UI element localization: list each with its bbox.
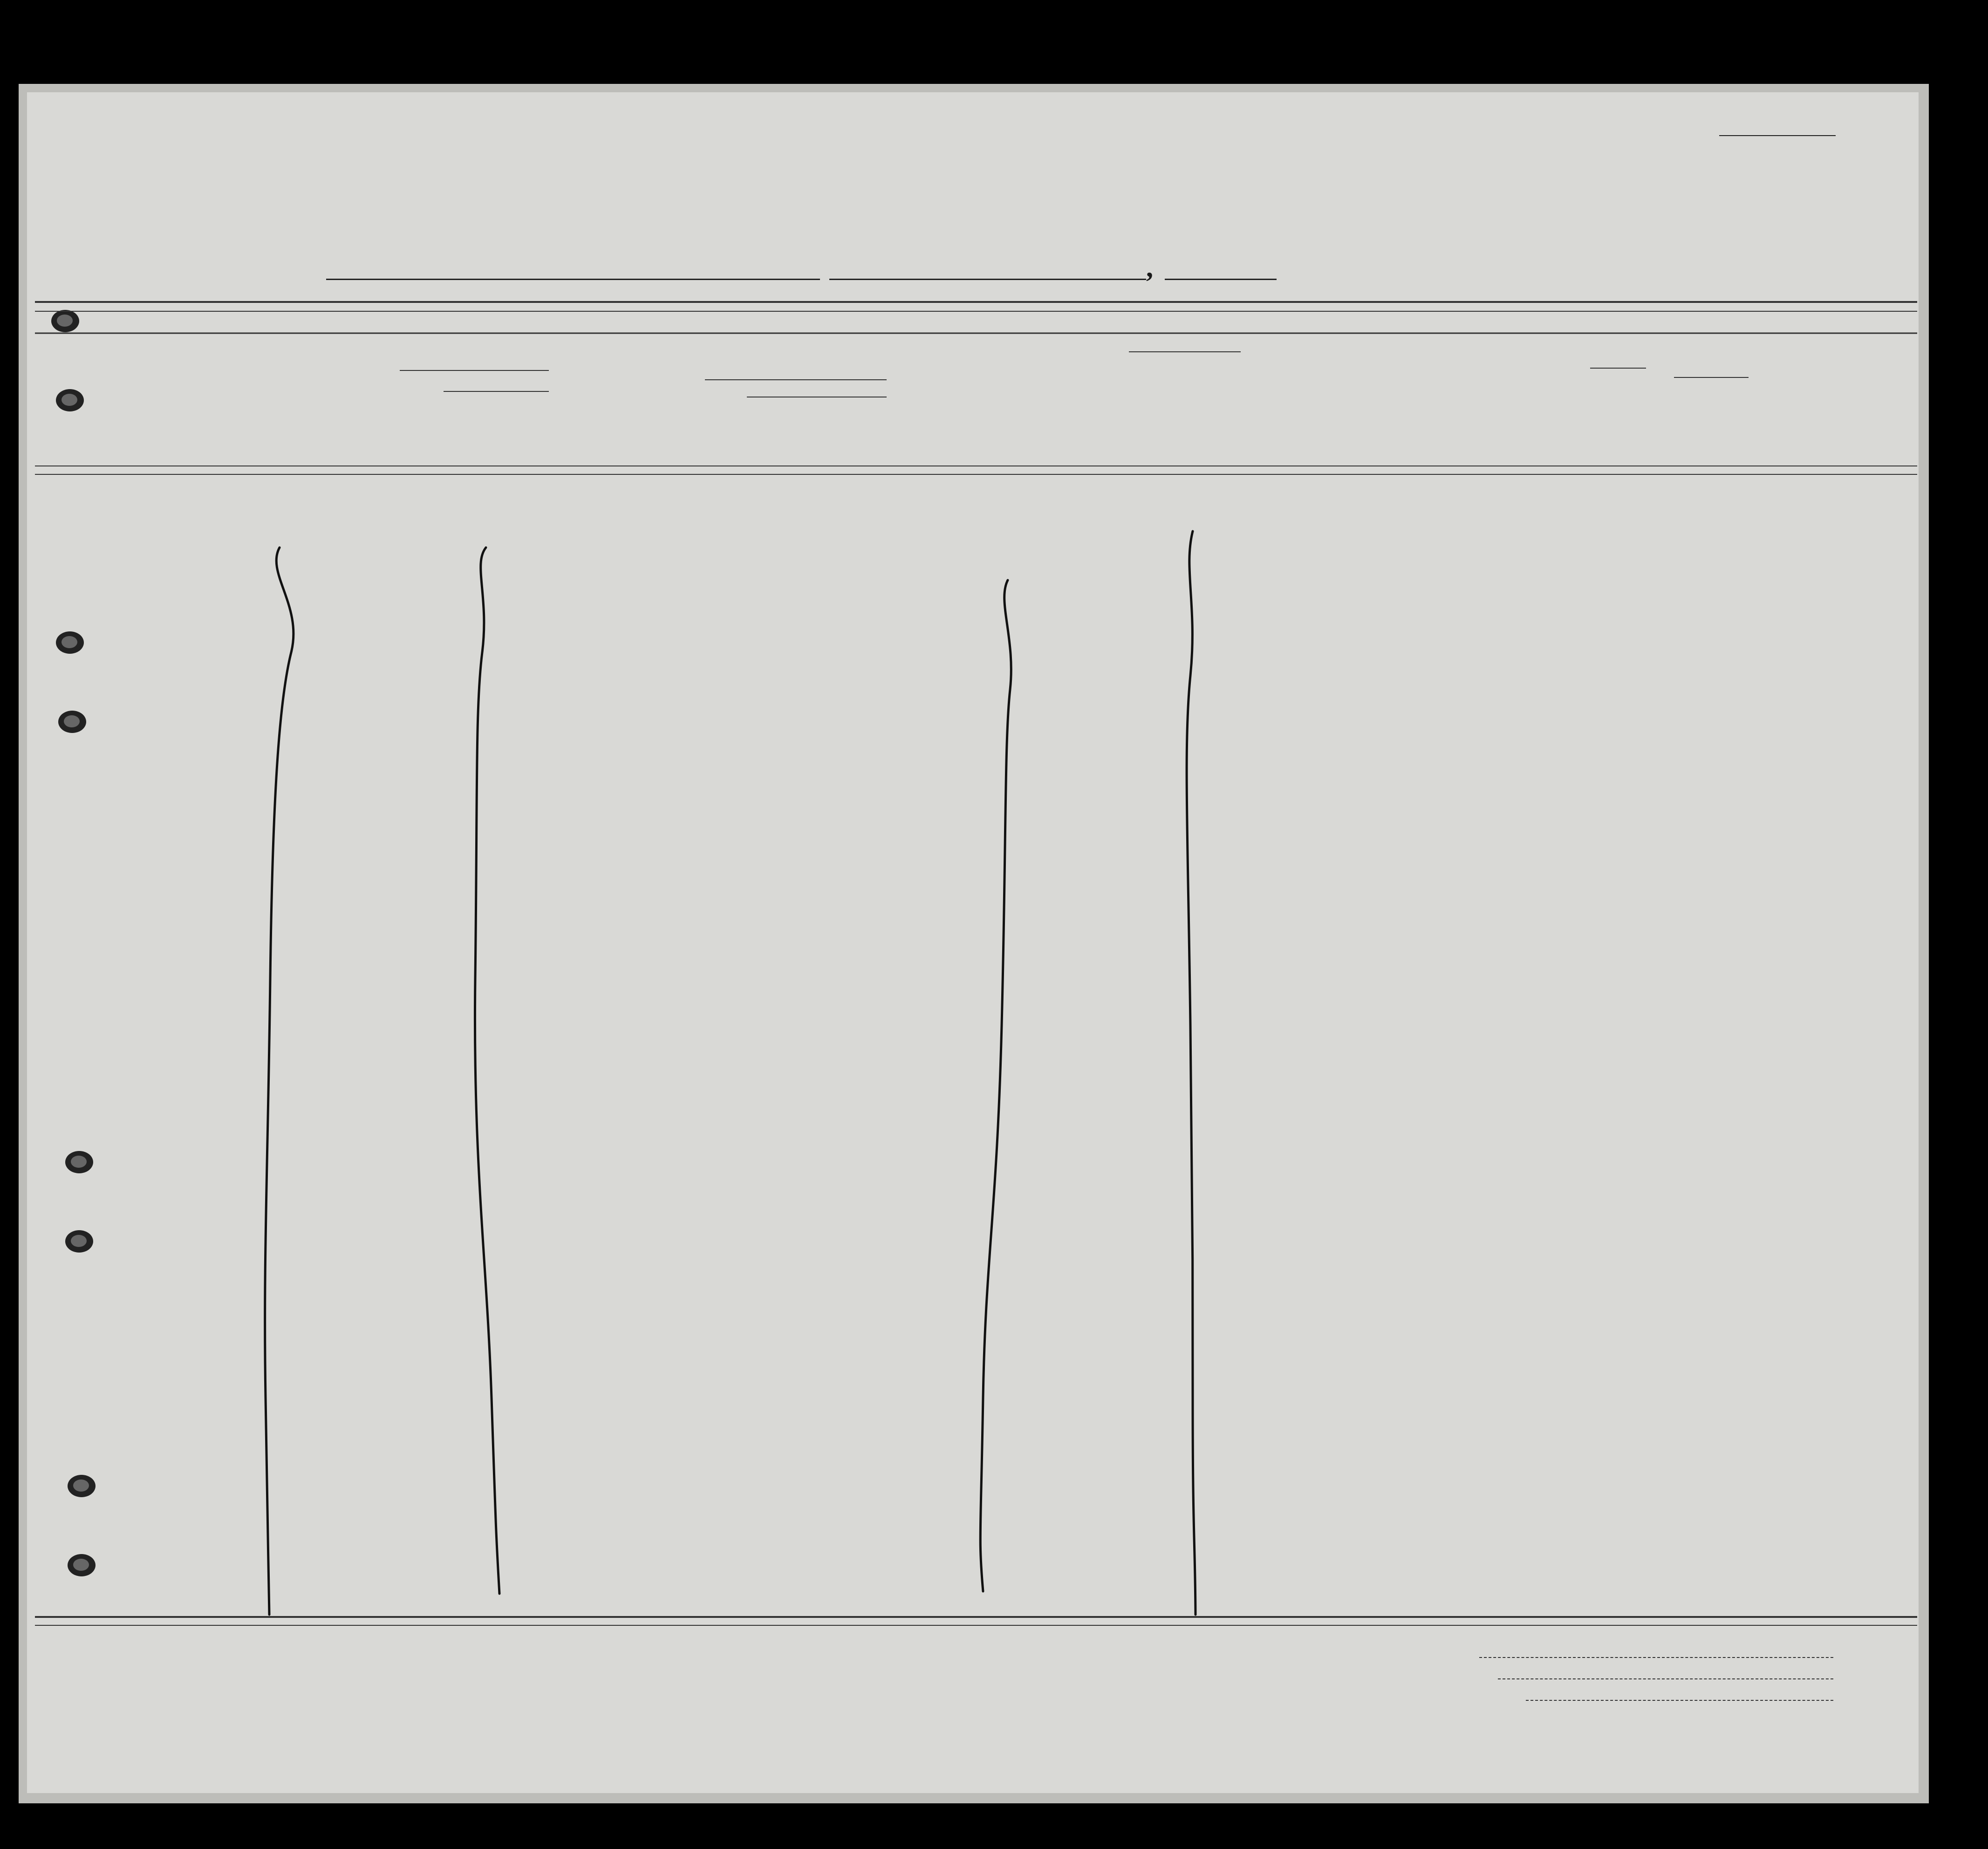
line-underline — [1479, 1657, 1833, 1658]
header-prison — [1243, 338, 1273, 461]
owners-underline — [1498, 1678, 1833, 1679]
header-purpose-return — [1130, 354, 1165, 461]
header-ticket — [550, 336, 575, 464]
header-arrested — [1450, 338, 1473, 461]
header-passage-paid — [580, 363, 669, 369]
header-fifty-dollars — [673, 336, 699, 464]
header-inches — [1619, 410, 1645, 457]
agents-underline — [1526, 1700, 1833, 1701]
header-purpose-citizen — [1204, 354, 1239, 461]
header-anarchist — [1306, 338, 1329, 461]
ditto-lines — [265, 531, 1196, 1615]
header-offer-labor — [1392, 338, 1427, 461]
header-purpose-length — [1167, 354, 1202, 461]
header-polygamist — [1281, 338, 1305, 461]
header-overthrow — [1332, 338, 1390, 461]
header-excluded — [1427, 338, 1449, 461]
header-feet — [1592, 410, 1616, 457]
